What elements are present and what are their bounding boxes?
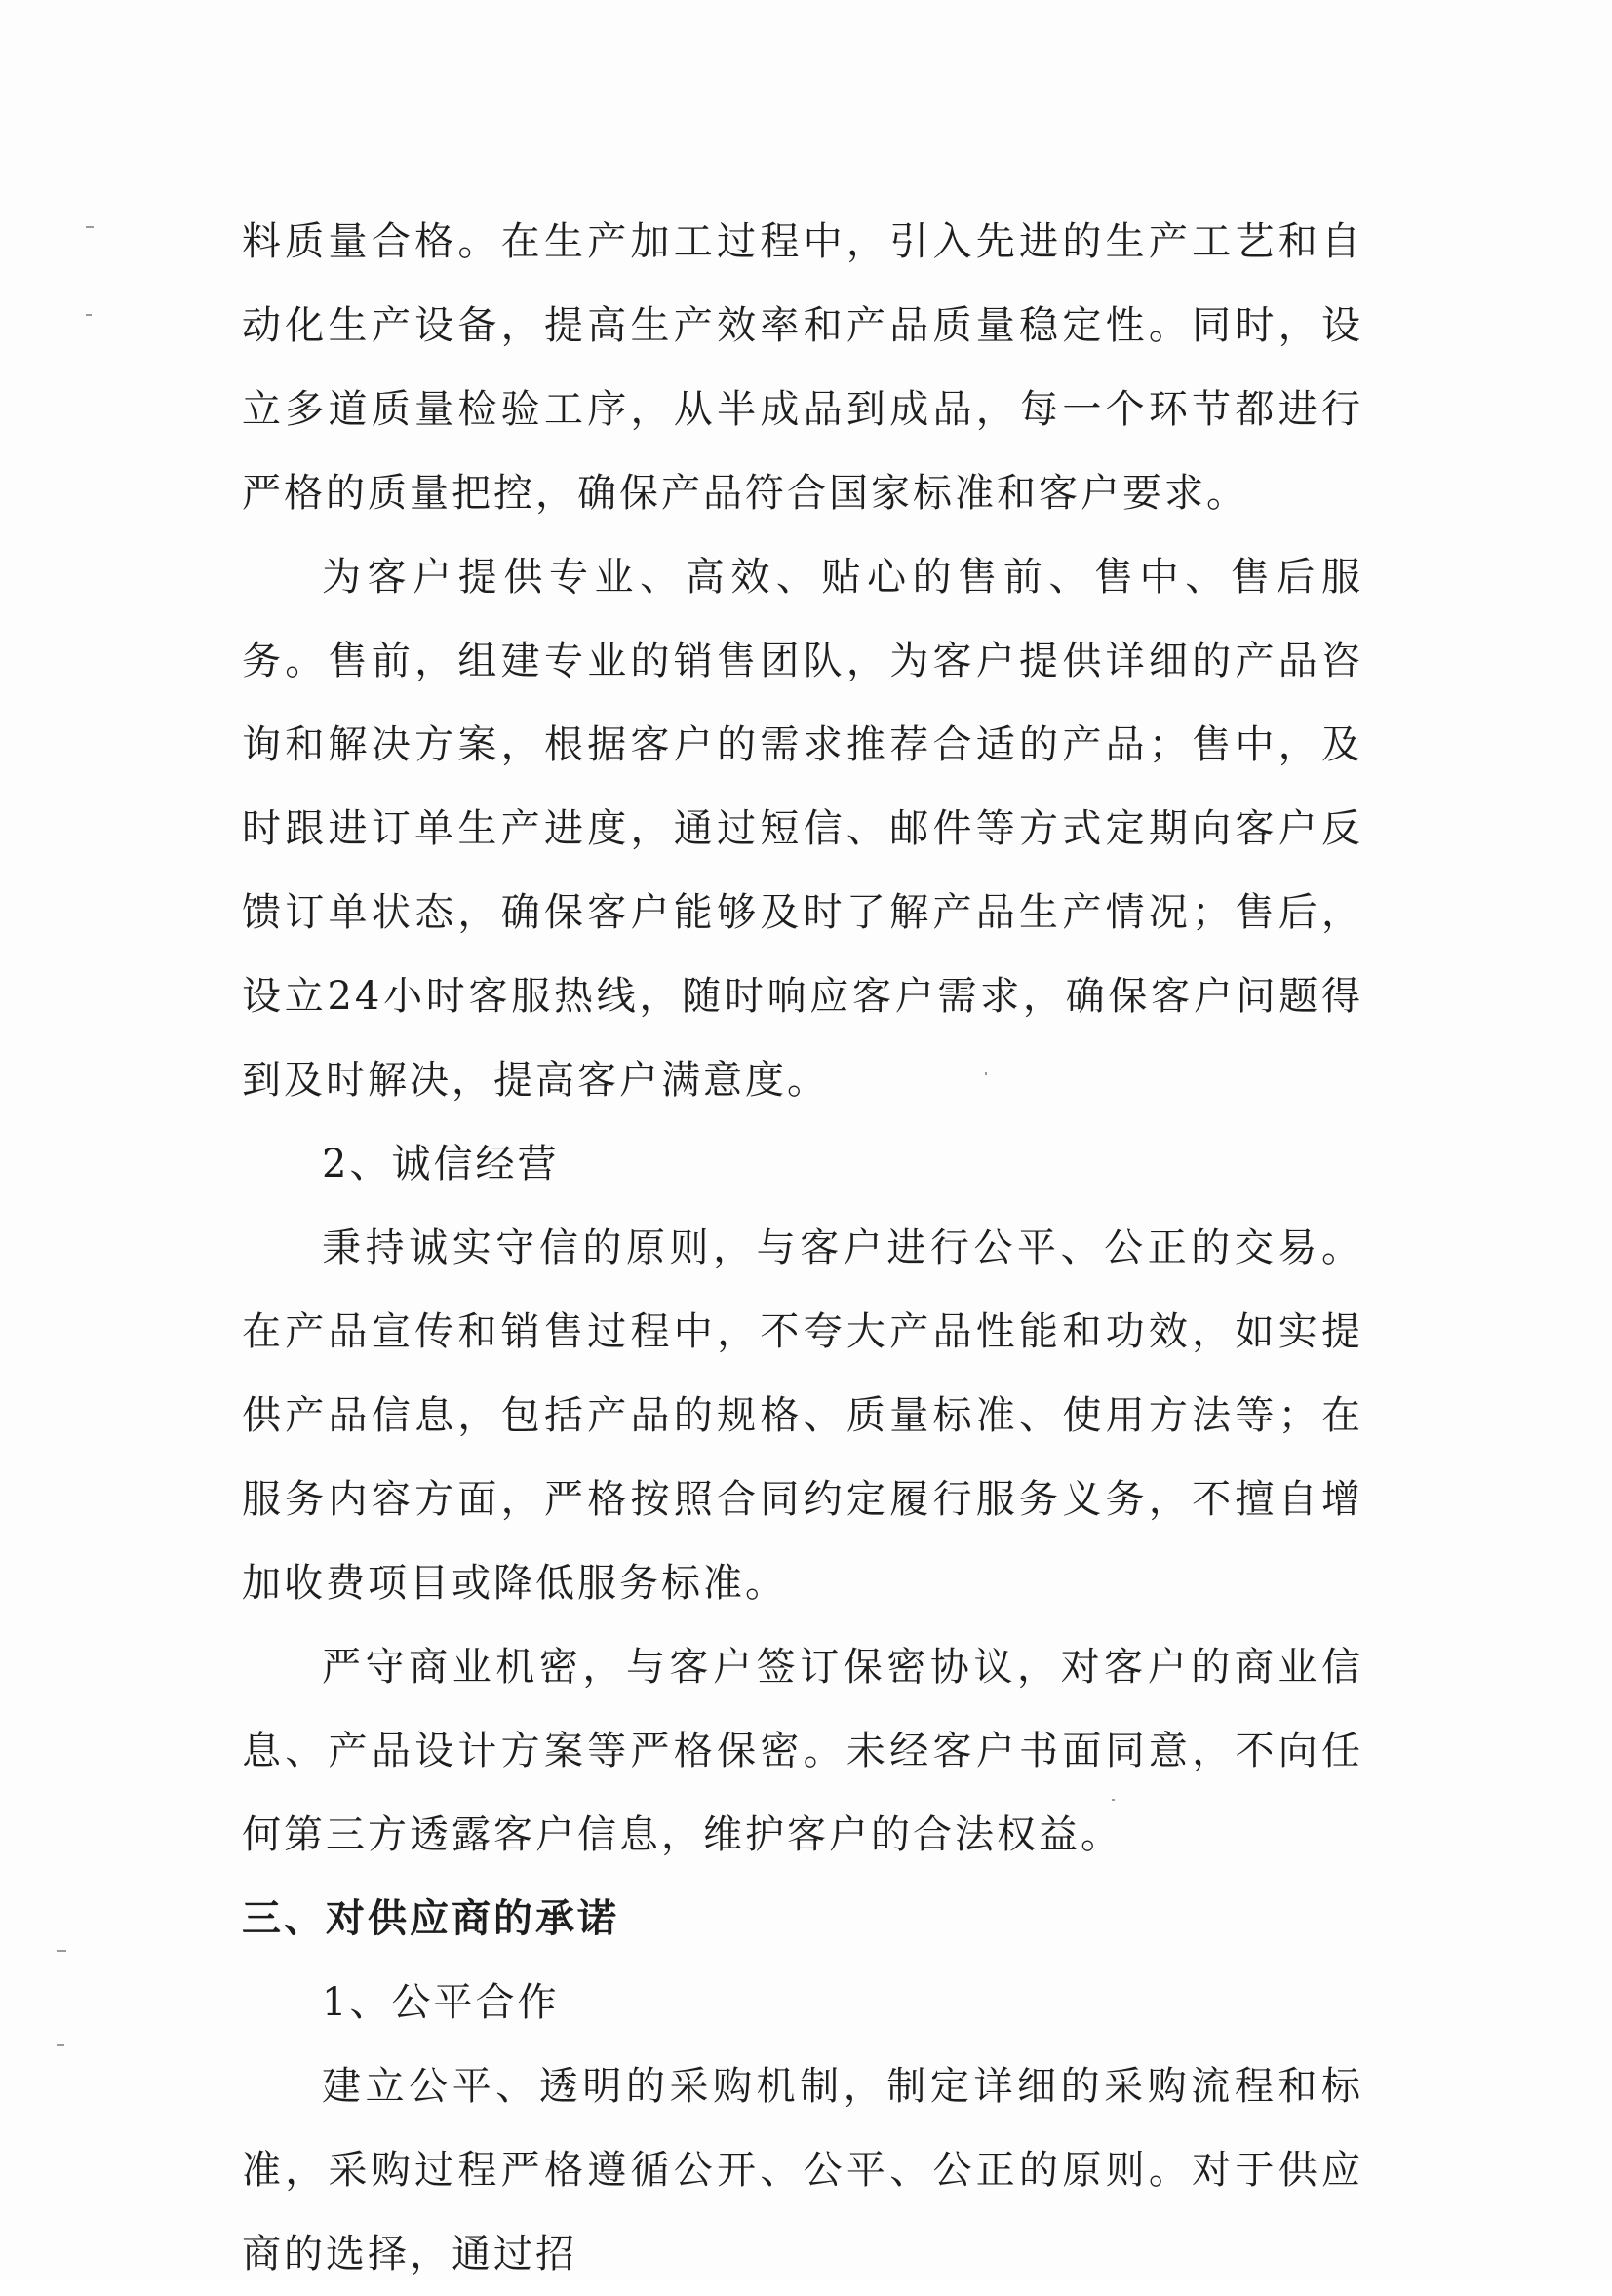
scan-mark: [57, 1950, 66, 1952]
paragraph-service: 为客户提供专业、高效、贴心的售前、售中、售后服务。售前，组建专业的销售团队，为客户提供详细的产品咨询和解决方案，根据客户的需求推荐合适的产品；售中，及时跟进订单生产进度，通过短信、邮件等方式定期向客户反馈订单状态，确保客户能够及时了解产品生产情况；售后，设立24小时客服热线，随时响应客户需求，确保客户问题得到及时解决，提高客户满意度。: [242, 555, 1363, 1103]
subheading-fair-cooperation: 1、公平合作: [322, 1980, 560, 2025]
scan-mark: [86, 226, 94, 228]
heading-supplier-commitment: 三、对供应商的承诺: [242, 1895, 619, 1941]
subheading-integrity: 2、诚信经营: [322, 1142, 560, 1187]
scan-mark: [86, 314, 92, 316]
paragraph-confidentiality: 严守商业机密，与客户签订保密协议，对客户的商业信息、产品设计方案等严格保密。未经客户书面同意，不向任何第三方透露客户信息，维护客户的合法权益。: [242, 1645, 1363, 1857]
document-body: [242, 200, 1363, 2296]
scan-mark: [57, 2044, 64, 2046]
paragraph-honest-trading: 秉持诚实守信的原则，与客户进行公平、公正的交易。在产品宣传和销售过程中，不夸大产品性能和功效，如实提供产品信息，包括产品的规格、质量标准、使用方法等；在服务内容方面，严格按照合同约定履行服务义务，不擅自增加收费项目或降低服务标准。: [242, 1226, 1363, 1606]
paragraph-quality: 料质量合格。在生产加工过程中，引入先进的生产工艺和自动化生产设备，提高生产效率和产品质量稳定性。同时，设立多道质量检验工序，从半成品到成品，每一个环节都进行严格的质量把控，确保产品符合国家标准和客户要求。: [242, 219, 1363, 516]
paragraph-procurement: 建立公平、透明的采购机制，制定详细的采购流程和标准，采购过程严格遵循公开、公平、公正的原则。对于供应商的选择，通过招: [242, 2064, 1363, 2277]
